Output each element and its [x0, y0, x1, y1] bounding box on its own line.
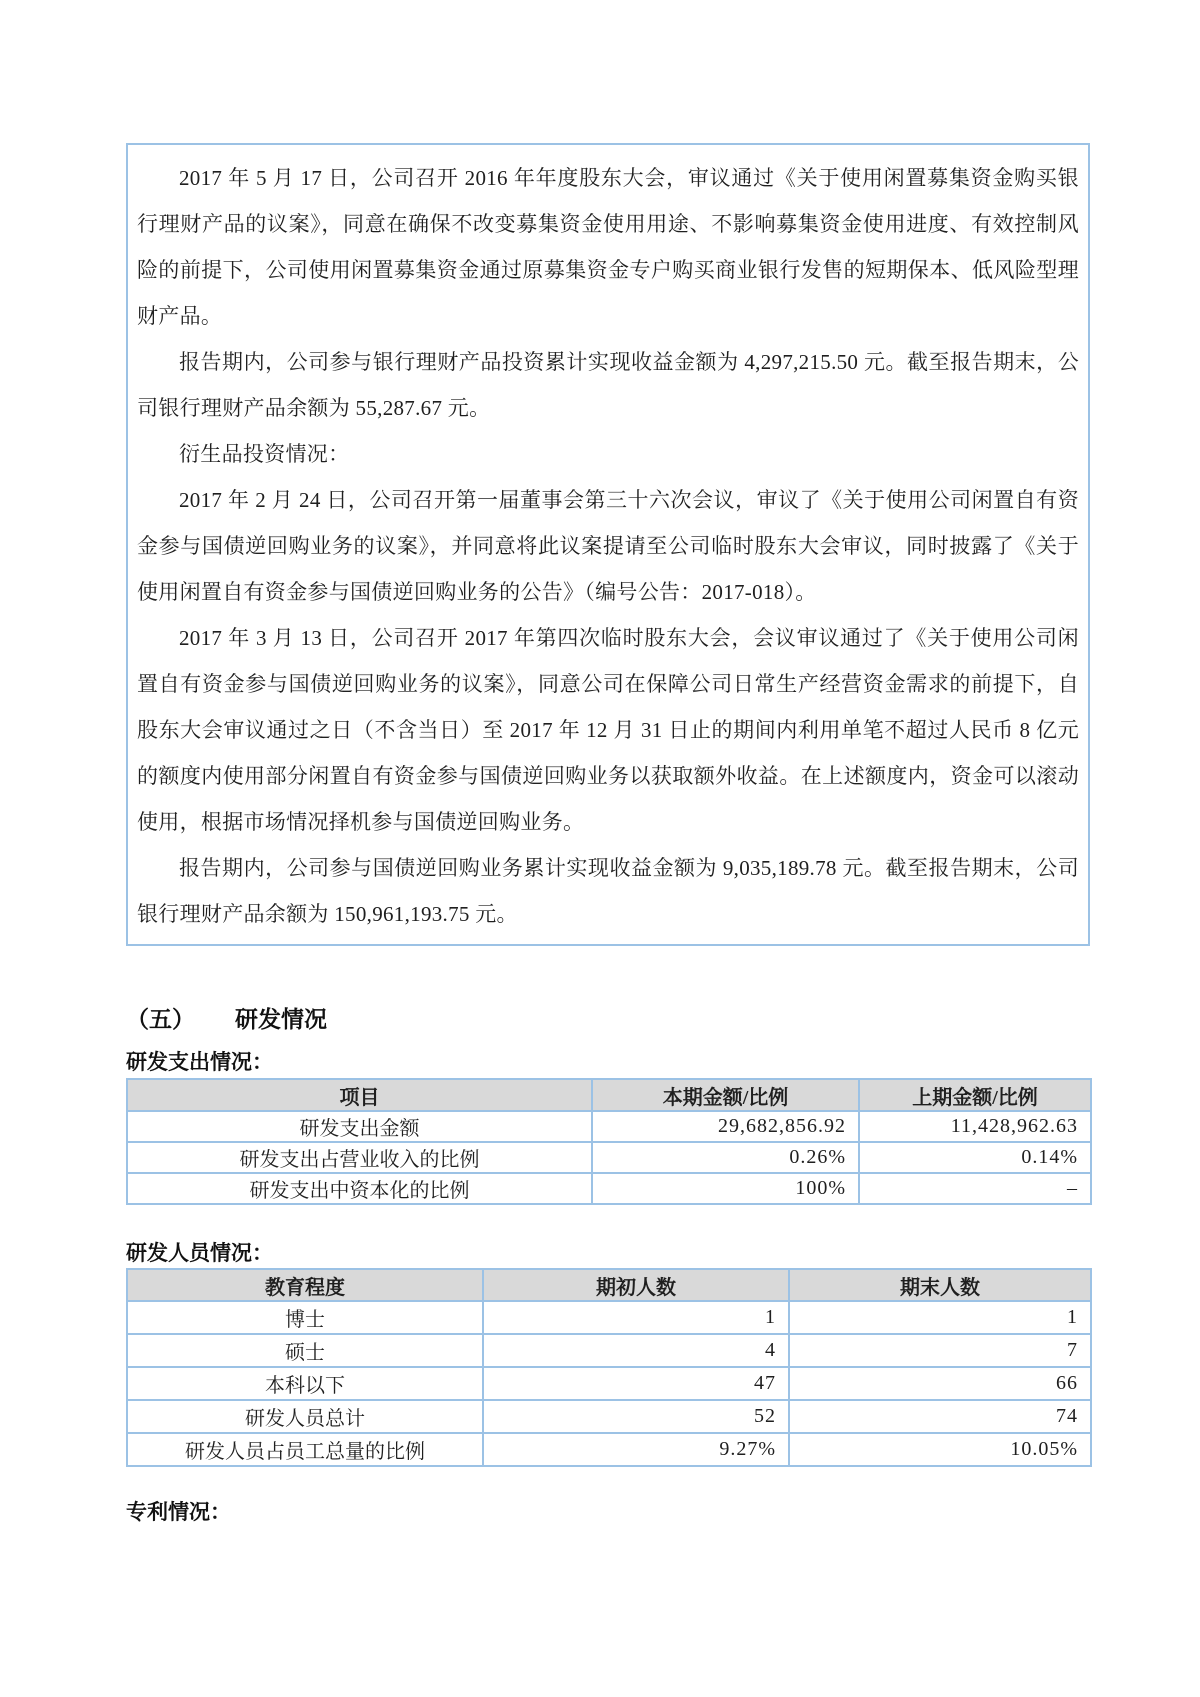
cell-label: 硕士 — [127, 1334, 483, 1367]
cell-begin-count: 47 — [483, 1367, 789, 1400]
cell-end-count: 74 — [789, 1400, 1091, 1433]
table-row — [127, 1173, 1091, 1204]
cell-begin-count: 1 — [483, 1301, 789, 1334]
investment-text-box — [126, 143, 1090, 946]
table-row — [127, 1111, 1091, 1142]
cell-value-current: 0.26% — [592, 1142, 859, 1173]
cell-end-count: 10.05% — [789, 1433, 1091, 1466]
table-header-row — [127, 1079, 1091, 1111]
column-header-end-count: 期末人数 — [789, 1269, 1091, 1301]
cell-end-count: 7 — [789, 1334, 1091, 1367]
cell-value-prior: 11,428,962.63 — [859, 1111, 1091, 1142]
paragraph-bank-wmp-income: 报告期内，公司参与银行理财产品投资累计实现收益金额为 4,297,215.50 元。截至报告期末，公司银行理财产品余额为 55,287.67 元。 — [137, 350, 1079, 420]
section-title: 研发情况 — [235, 1007, 327, 1032]
table-row — [127, 1433, 1091, 1466]
cell-label: 博士 — [127, 1301, 483, 1334]
cell-begin-count: 4 — [483, 1334, 789, 1367]
column-header-education: 教育程度 — [127, 1269, 483, 1301]
table-row — [127, 1301, 1091, 1334]
rd-staff-label: 研发人员情况： — [126, 1241, 273, 1265]
cell-begin-count: 52 — [483, 1400, 789, 1433]
cell-label: 本科以下 — [127, 1367, 483, 1400]
paragraph-derivatives-label: 衍生品投资情况： — [179, 442, 350, 466]
rd-staff-table — [126, 1268, 1092, 1467]
cell-value-current: 100% — [592, 1173, 859, 1204]
rd-expense-label: 研发支出情况： — [126, 1050, 273, 1074]
cell-end-count: 66 — [789, 1367, 1091, 1400]
column-header-current-period: 本期金额/比例 — [592, 1079, 859, 1111]
cell-begin-count: 9.27% — [483, 1433, 789, 1466]
table-header-row — [127, 1269, 1091, 1301]
table-row — [127, 1367, 1091, 1400]
cell-label: 研发支出占营业收入的比例 — [127, 1142, 592, 1173]
column-header-prior-period: 上期金额/比例 — [859, 1079, 1091, 1111]
section-number: （五） — [126, 1007, 195, 1032]
table-row — [127, 1334, 1091, 1367]
paragraph-board-meeting-2017-02-24: 2017 年 2 月 24 日，公司召开第一届董事会第三十六次会议，审议了《关于使用公司闲置自有资金参与国债逆回购业务的议案》，并同意将此议案提请至公司临时股东大会审议，同时披露了《关于使用闲置自有资金参与国债逆回购业务的公告》（编号公告：2017-018）。 — [137, 488, 1079, 604]
cell-value-current: 29,682,856.92 — [592, 1111, 859, 1142]
patent-label: 专利情况： — [126, 1500, 231, 1524]
paragraph-shareholder-meeting-2017-05-17: 2017 年 5 月 17 日，公司召开 2016 年年度股东大会，审议通过《关于使用闲置募集资金购买银行理财产品的议案》，同意在确保不改变募集资金使用用途、不影响募集资金使用进度、有效控制风险的前提下，公司使用闲置募集资金通过原募集资金专户购买商业银行发售的短期保本、低风险型理财产品。 — [137, 166, 1079, 328]
cell-label: 研发人员占员工总量的比例 — [127, 1433, 483, 1466]
cell-label: 研发支出中资本化的比例 — [127, 1173, 592, 1204]
cell-label: 研发支出金额 — [127, 1111, 592, 1142]
rd-expense-table — [126, 1078, 1092, 1205]
table-row — [127, 1142, 1091, 1173]
cell-value-prior: 0.14% — [859, 1142, 1091, 1173]
cell-end-count: 1 — [789, 1301, 1091, 1334]
column-header-item: 项目 — [127, 1079, 592, 1111]
column-header-begin-count: 期初人数 — [483, 1269, 789, 1301]
cell-label: 研发人员总计 — [127, 1400, 483, 1433]
paragraph-reverse-repo-income: 报告期内，公司参与国债逆回购业务累计实现收益金额为 9,035,189.78 元。截至报告期末，公司银行理财产品余额为 150,961,193.75 元。 — [137, 856, 1079, 926]
section-heading-rd — [126, 1001, 327, 1034]
table-row — [127, 1400, 1091, 1433]
paragraph-shareholder-meeting-2017-03-13: 2017 年 3 月 13 日，公司召开 2017 年第四次临时股东大会，会议审议通过了《关于使用公司闲置自有资金参与国债逆回购业务的议案》，同意公司在保障公司日常生产经营资金需求的前提下，自股东大会审议通过之日（不含当日）至 2017 年 12 月 31 日止的期间内利用单笔不超过人民币 8 亿元的额度内使用部分闲置自有资金参与国债逆回购业务以获取额外收益。在上述额度内，资金可以滚动使用，根据市场情况择机参与国债逆回购业务。 — [137, 626, 1079, 834]
cell-value-prior: – — [859, 1173, 1091, 1204]
